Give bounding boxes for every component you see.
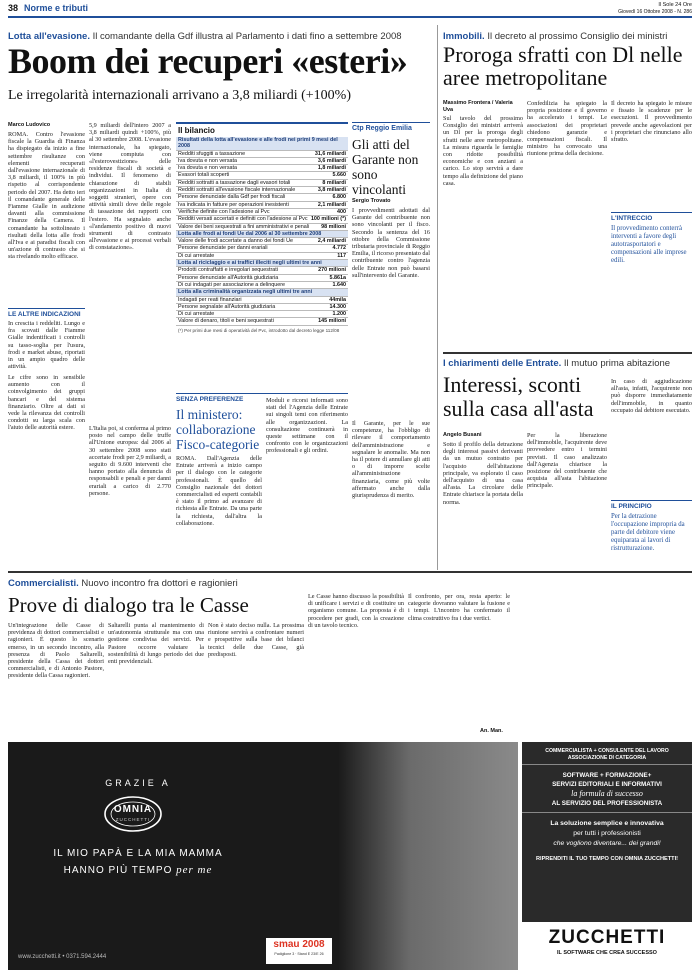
immobili-headline: Proroga sfratti con Dl nelle aree metropolitane	[443, 42, 683, 90]
table-cell-value: 3,6 miliardi	[317, 157, 346, 164]
immobili-kicker: Immobili. Il decreto al prossimo Consiglio dei ministri	[443, 31, 668, 42]
lead-col2: 5,9 miliardi dell'intero 2007 a 3,8 miliardi quindi +100%, più al 30 settembre 2008. L'evasione internazionale, ha spiegato, viene compiuta con «l'esterovestizione» delle residenze fiscali di società e individui. Il fenomeno di chiarazione di stabili organizzazioni in Italia di soggetti stranieri, opere con attività simili dove delle regole di tassazione dei rapporti con l'estero. Ha segnalato anche «l'andamento positivo di nuovi strumenti di contrasto all'evasione e ai processi verbali di constatazione».	[89, 122, 171, 252]
table-cell-label: Verifiche definite con l'adesione al Pvc	[178, 208, 270, 215]
table-cell-value: 4.772	[332, 245, 346, 252]
table-cell-value: 145 milioni	[318, 318, 346, 325]
ad-right-l3: la formula di successo	[571, 789, 643, 798]
table-cell-label: Redditi sfuggiti a tassazione	[178, 150, 246, 157]
table-cell-label: Valore di denaro, titoli e beni sequestrati	[178, 318, 274, 325]
smau-badge	[266, 938, 332, 964]
table-cell-label: Iva dovuta e non versata	[178, 165, 238, 172]
table-cell-value: 1.200	[332, 311, 346, 318]
table-cell-label: Evasori totali scoperti	[178, 172, 230, 179]
table-cell-value: 31,6 miliardi	[314, 150, 346, 157]
table-section-header: Lotta al riciclaggio e ai traffici illeciti negli ultimi tre anni	[176, 260, 348, 267]
table-cell-value: 8 miliardi	[322, 179, 346, 186]
table-cell-label: Di cui arrestate	[178, 252, 215, 259]
table-row	[176, 275, 348, 282]
senza-text1: ROMA. Dall'Agenzia delle Entrate arriverà a inizio campo per il dialogo con le categorie professionali. È quello del Consiglio nazionale dei dottori commercialisti ed esperti contabili è stato il primo ad avanzare di richiesta alle Entrate. Da una parte la richiesta, dall'altra la collaborazione.	[176, 455, 262, 527]
lead-byline: Marco Ludovico	[8, 122, 51, 128]
ad-right-divider2	[522, 812, 692, 813]
ad-left[interactable]	[8, 742, 518, 970]
table-cell-label: Prodotti contraffatti e irregolari sequestrati	[178, 267, 278, 274]
omnia-sub: ZUCCHETTI	[115, 817, 151, 822]
issue-date: Giovedì 16 Ottobre 2008 - N. 286	[618, 9, 692, 15]
table-row	[176, 253, 348, 260]
principio-rule	[611, 500, 692, 501]
table-cell-label: Valore dei beni sequestrati a fini amministrativi e penali	[178, 223, 310, 230]
zucchetti-logo-band	[522, 922, 692, 970]
table-row	[176, 202, 348, 209]
table-cell-value: 44mila	[329, 296, 346, 303]
table-cell-value: 1,8 miliardi	[317, 165, 346, 172]
smau-note: Padiglione 3 · Stand E 23/E 26	[274, 952, 324, 956]
lead-col1: ROMA. Contro l'evasione fiscale la Guardia di Finanza ha dispiegato da inizio a fine settembre risultanze con elementi recuperati dall'evasione internazionale di 3,8 miliardi, il 100% in più rispetto al corrispondente periodo del 2007. Ha detto ieri il comandante generale delle Fiamme Gialle in audizione davanti alla commissione Finanze della Camera. Il comandante ha sottolineato i risultati della lotta alle frodi all'Iva e ai paradisi fiscali con un'azione di contrasto che si sta rivelando molto efficace.	[8, 131, 85, 261]
table-cell-label: Persone denunciate dalla Gdf per frodi fiscali	[178, 194, 286, 201]
interessi-text1: Sotto il profilo della detrazione degli interessi passivi derivanti da un mutuo contratto per l'acquisto dell'abitazione principale, va esplorato il caso dell'acquisto di una casa all'asta. La circolare delle Entrate chiarisce la portata della norma.	[443, 441, 523, 506]
table-row	[176, 187, 348, 194]
table-cell-value: 3,8 miliardi	[317, 187, 346, 194]
table-cell-label: Iva dovuta e non versata	[178, 157, 238, 164]
ctp-rule	[352, 122, 430, 123]
bilancio-title: Il bilancio	[178, 126, 215, 135]
ctp-headline: Gli atti del Garante non sono vincolanti	[352, 137, 419, 197]
ad-right-l1: SOFTWARE + FORMAZIONE+	[562, 772, 652, 779]
commercialisti-text3: Non è stato deciso nulla. La prossima riunione servirà a confrontare numeri e prospettive sulla base dei bilanci tecnici delle due Casse, già predisposti.	[208, 622, 304, 658]
commercialisti-text5: Il confronto, per ora, resta aperto: le categorie dovranno valutare la fusione e i tempi. L'incontro ha confermato il clima costruttivo fra i due vertici.	[408, 593, 510, 622]
commercialisti-text4: Le Casse hanno discusso la possibilità di unificare i servizi e di costituire un organismo comune. La proposta è di procedere per gradi, con la creazione di un tavolo tecnico.	[308, 593, 404, 629]
table-row	[176, 224, 348, 231]
principio-text: Per la detrazione l'occupazione impropria da parte del debitore viene equiparata ai lavori di ristrutturazione.	[611, 513, 685, 552]
table-section-header: Lotta alla criminalità organizzata negli ultimi tre anni	[176, 289, 348, 296]
ad-right-l2: SERVIZI EDITORIALI E INFORMATIVI	[552, 781, 662, 788]
table-cell-value: 1.640	[332, 281, 346, 288]
interessi-top-rule	[443, 352, 692, 354]
table-cell-value: 2,4 miliardi	[317, 238, 346, 245]
table-row	[176, 318, 348, 325]
ctp-text2: Il Garante, per le sue competenze, ha l'obbligo di rilevare il comportamento dell'amministrazione e segnalare le anomalie. Ma non ha il potere di annullare gli atti o di imporre scelte all'amministrazione finanziaria, come più volte affermato anche dalla giurisprudenza di merito.	[352, 420, 430, 500]
table-cell-label: Iva indicata in fatture per operazioni inesistenti	[178, 201, 289, 208]
bilancio-note: (*) Per primi due mesi di operatività del Pvc, introdotto dal decreto legge 112/08	[178, 327, 340, 333]
table-cell-label: Redditi sottratti a tassazione dagli evasori totali	[178, 179, 291, 186]
commercialisti-sig: An. Man.	[480, 728, 503, 734]
table-row	[176, 245, 348, 252]
table-cell-label: Valore delle frodi accertate a danno dei fondi Ue	[178, 238, 293, 245]
ad-right-l6: per tutti i professionisti	[573, 830, 641, 837]
interessi-headline: Interessi, sconti sulla casa all'asta	[443, 372, 594, 421]
table-cell-label: Persone segnalate all'Autorità giudiziaria	[178, 303, 276, 310]
ctp-kicker: Ctp Reggio Emilia	[352, 125, 412, 132]
intreccio-title: L'INTRECCIO	[611, 215, 653, 222]
table-row	[176, 158, 348, 165]
ad-right-l5: La soluzione semplice e innovativa	[550, 820, 664, 827]
section-name: Norme e tributi	[24, 3, 89, 13]
senza-text2: Moduli e ricorsi informati sono stati del l'Agenzia delle Entrate sui singoli temi con riferimento alle organizzazioni. La consultazione continuerà in queste settimane con il confronto con le organizzazioni professionali e gli ordini.	[266, 397, 348, 455]
table-cell-value: 117	[337, 252, 346, 259]
paper-name: Il Sole 24 Ore	[658, 2, 692, 8]
zucchetti-brand: ZUCCHETTI	[548, 927, 666, 948]
intreccio-rule	[611, 212, 692, 213]
ad-left-line2: HANNO PIÙ TEMPO per me	[63, 864, 213, 876]
table-row	[176, 194, 348, 201]
commercialisti-text2: Saltarelli punta al mantenimento di un'autonomia strutturale ma con una gestione condivisa dei servizi. Per Pastore occorre valutare la sostenibilità di lungo periodo dei due enti previdenziali.	[108, 622, 204, 666]
zucchetti-tagline: IL SOFTWARE CHE CREA SUCCESSO	[557, 950, 657, 956]
lead-col2b: L'Italia poi, si conferma al primo posto nel campo delle truffe all'Unione europea: dal 2006 al 30 settembre 2008 sono stati accertate frodi per 2,9 miliardi, a seguito di 9.600 interventi che hanno portato alla denuncia di responsabili e penali e per danni erariali a carico di 2.770 persone.	[89, 425, 171, 497]
immobili-text1: Sul tavolo del prossimo Consiglio dei ministri arriverà un Dl per la proroga degli sfratti nelle aree metropolitane. La misura riguarda le famiglie con ridotte possibilità economiche e con anziani a carico. Lo stop servirà a dare tempo alla definizione del piano casa.	[443, 115, 523, 187]
smau-label: smau 2008	[273, 939, 325, 950]
table-cell-value: 5.660	[332, 172, 346, 179]
omnia-brand: OMNIA	[113, 804, 153, 815]
table-section-header: Lotta alle frodi ai fondi Ue dal 2006 al 30 settembre 2008	[176, 231, 348, 238]
ad-right-top1: COMMERCIALISTA + CONSULENTE DEL LAVORO	[545, 748, 669, 754]
table-cell-value: 98 milioni	[321, 223, 346, 230]
table-cell-label: Redditi sottratti all'evasione fiscale internazionale	[178, 187, 296, 194]
ad-right[interactable]	[522, 742, 692, 970]
ctp-text1: I provvedimenti adottati dal Garante del contribuente non sono vincolanti per il fisco. Secondo la sentenza del 16 ottobre della Commissione tributaria provinciale di Reggio Emilia, il ricorso presentato dal contribuente contro l'agenzia delle Entrate non può basarsi sull'intervento del Garante.	[352, 207, 430, 279]
table-row	[176, 151, 348, 158]
table-cell-label: Persone denunciate all'Autorità giudiziaria	[178, 274, 279, 281]
commercialisti-headline: Prove di dialogo tra le Casse	[8, 593, 249, 617]
table-row	[176, 297, 348, 304]
table-row	[176, 282, 348, 289]
altre-text: In crescita i reddeliti. Lungo e fra scovati dalle Fiamme Gialle indentificati i controlli su tasso-soglia per l'usura, frodi e market abuse, riportati in un ampio quadro delle attività.	[8, 320, 85, 371]
commercialisti-text1: Un'integrazione delle Casse di previdenza di dottori commercialisti e ragionieri. È questo lo scenario emerso, in un secondo incontro, alla presenza di Paolo Saltarelli, presidente della Cassa dei dottori commercialisti, e di Antonio Pastore, presidente della Cassa ragionieri.	[8, 622, 104, 680]
table-row	[176, 180, 348, 187]
column-divider	[437, 25, 438, 570]
ad-right-divider	[522, 764, 692, 765]
ad-left-photo	[338, 742, 518, 970]
table-cell-value: 2,1 miliardi	[317, 201, 346, 208]
table-cell-label: Persone denunciate per danni erariali	[178, 245, 268, 252]
ad-right-l7: che vogliono diventare... dei grandi!	[553, 840, 661, 847]
table-row	[176, 304, 348, 311]
table-cell-value: 14.300	[329, 303, 346, 310]
table-cell-label: Di cui indagati per associazione a delinquere	[178, 281, 285, 288]
table-row	[176, 238, 348, 245]
table-cell-label: Di cui arrestate	[178, 311, 215, 318]
senza-rule	[176, 393, 348, 394]
bilancio-table	[176, 122, 348, 386]
immobili-text3: Il decreto ha spiegato le misure e fissato le scadenze per le esecuzioni. Il provvedimento prevede anche agevolazioni per i proprietari che rinunciano allo sfratto.	[611, 100, 692, 144]
interessi-text3: In caso di aggiudicazione all'asta, infatti, l'acquirente non può disporre immediatamente dell'immobile, in quanto occupato dal debitore esecutato.	[611, 378, 692, 414]
table-cell-label: Indagati per reati finanziari	[178, 296, 242, 303]
table-row	[176, 209, 348, 216]
ad-left-line1: IL MIO PAPÀ E LA MIA MAMMA	[53, 848, 223, 859]
senza-kicker: SENZA PREFERENZE	[176, 396, 244, 403]
immobili-byline: Massimo Frontera / Valeria Uva	[443, 100, 513, 113]
table-cell-value: 6.800	[332, 194, 346, 201]
page-number: 38	[8, 3, 19, 13]
ad-left-contact: www.zucchetti.it • 0371.594.2444	[18, 954, 107, 960]
table-row	[176, 216, 348, 223]
altre-rule	[8, 308, 85, 309]
lead-kicker: Lotta all'evasione. Il comandante della Gdf illustra al Parlamento i dati fino a settembre 2008	[8, 31, 402, 42]
table-row	[176, 267, 348, 274]
table-cell-value: 100 milioni (*)	[310, 216, 346, 223]
interessi-byline: Angelo Busani	[443, 432, 482, 438]
immobili-text2: Confedilizia ha spiegato la propria posizione e il governo ha accelerato i tempi. Le associazioni dei proprietari chiedono garanzie e compensazioni fiscali. Il ministro ha convocato una riunione prima della decisione.	[527, 100, 607, 158]
lead-col1b: Le cifre sono in sensibile aumento con il coinvolgimento dei gruppi bancari e del sistema finanziario. Oltre ai dati si vede la rilevanza dei controlli condotti su larga scala con l'aiuto delle autorità estere.	[8, 374, 85, 432]
intreccio-text: Il provvedimento conterrà interventi a favore degli autotrasportatori e compensazioni alle imprese edili.	[611, 225, 687, 264]
lead-headline: Boom dei recuperi «esteri»	[8, 41, 408, 81]
lead-subhead: Le irregolarità internazionali arrivano a 3,8 miliardi (+100%)	[8, 88, 351, 103]
interessi-kicker: I chiarimenti delle Entrate. Il mutuo prima abitazione	[443, 358, 671, 369]
table-cell-label: Redditi versati accertati e definiti con l'adesione al Pvc	[178, 216, 308, 223]
altre-title: LE ALTRE INDICAZIONI	[8, 311, 81, 318]
table-cell-value: 5.861a	[329, 274, 346, 281]
principio-title: IL PRINCIPIO	[611, 503, 652, 510]
ad-right-l8: RIPRENDITI IL TUO TEMPO CON OMNIA ZUCCHETTI!	[535, 856, 678, 862]
table-section-header: Risultati della lotta all'evasione e alle frodi nei primi 9 mesi del 2008	[176, 137, 348, 151]
ctp-byline: Sergio Trovato	[352, 198, 391, 204]
page-header	[8, 3, 692, 15]
table-cell-value: 400	[337, 208, 346, 215]
table-row	[176, 311, 348, 318]
table-row	[176, 172, 348, 179]
table-cell-value: 270 milioni	[318, 267, 346, 274]
header-rule	[8, 16, 692, 18]
interessi-text2: Per la liberazione dell'immobile, l'acquirente deve provvedere entro i termini previsti. Il caso analizzato dall'Agenzia chiarisce la posizione del contribuente che acquista all'asta l'abitazione principale.	[527, 432, 607, 490]
ad-right-top2: ASSOCIAZIONE DI CATEGORIA	[567, 755, 647, 761]
ad-right-l4: AL SERVIZIO DEL PROFESSIONISTA	[551, 800, 663, 807]
senza-headline: Il ministero: collaborazione Fisco-categorie	[176, 407, 260, 452]
ad-left-top: GRAZIE A	[105, 778, 171, 788]
commercialisti-top-rule	[8, 571, 692, 573]
table-row	[176, 165, 348, 172]
commercialisti-kicker: Commercialisti. Nuovo incontro fra dottori e ragionieri	[8, 578, 238, 589]
